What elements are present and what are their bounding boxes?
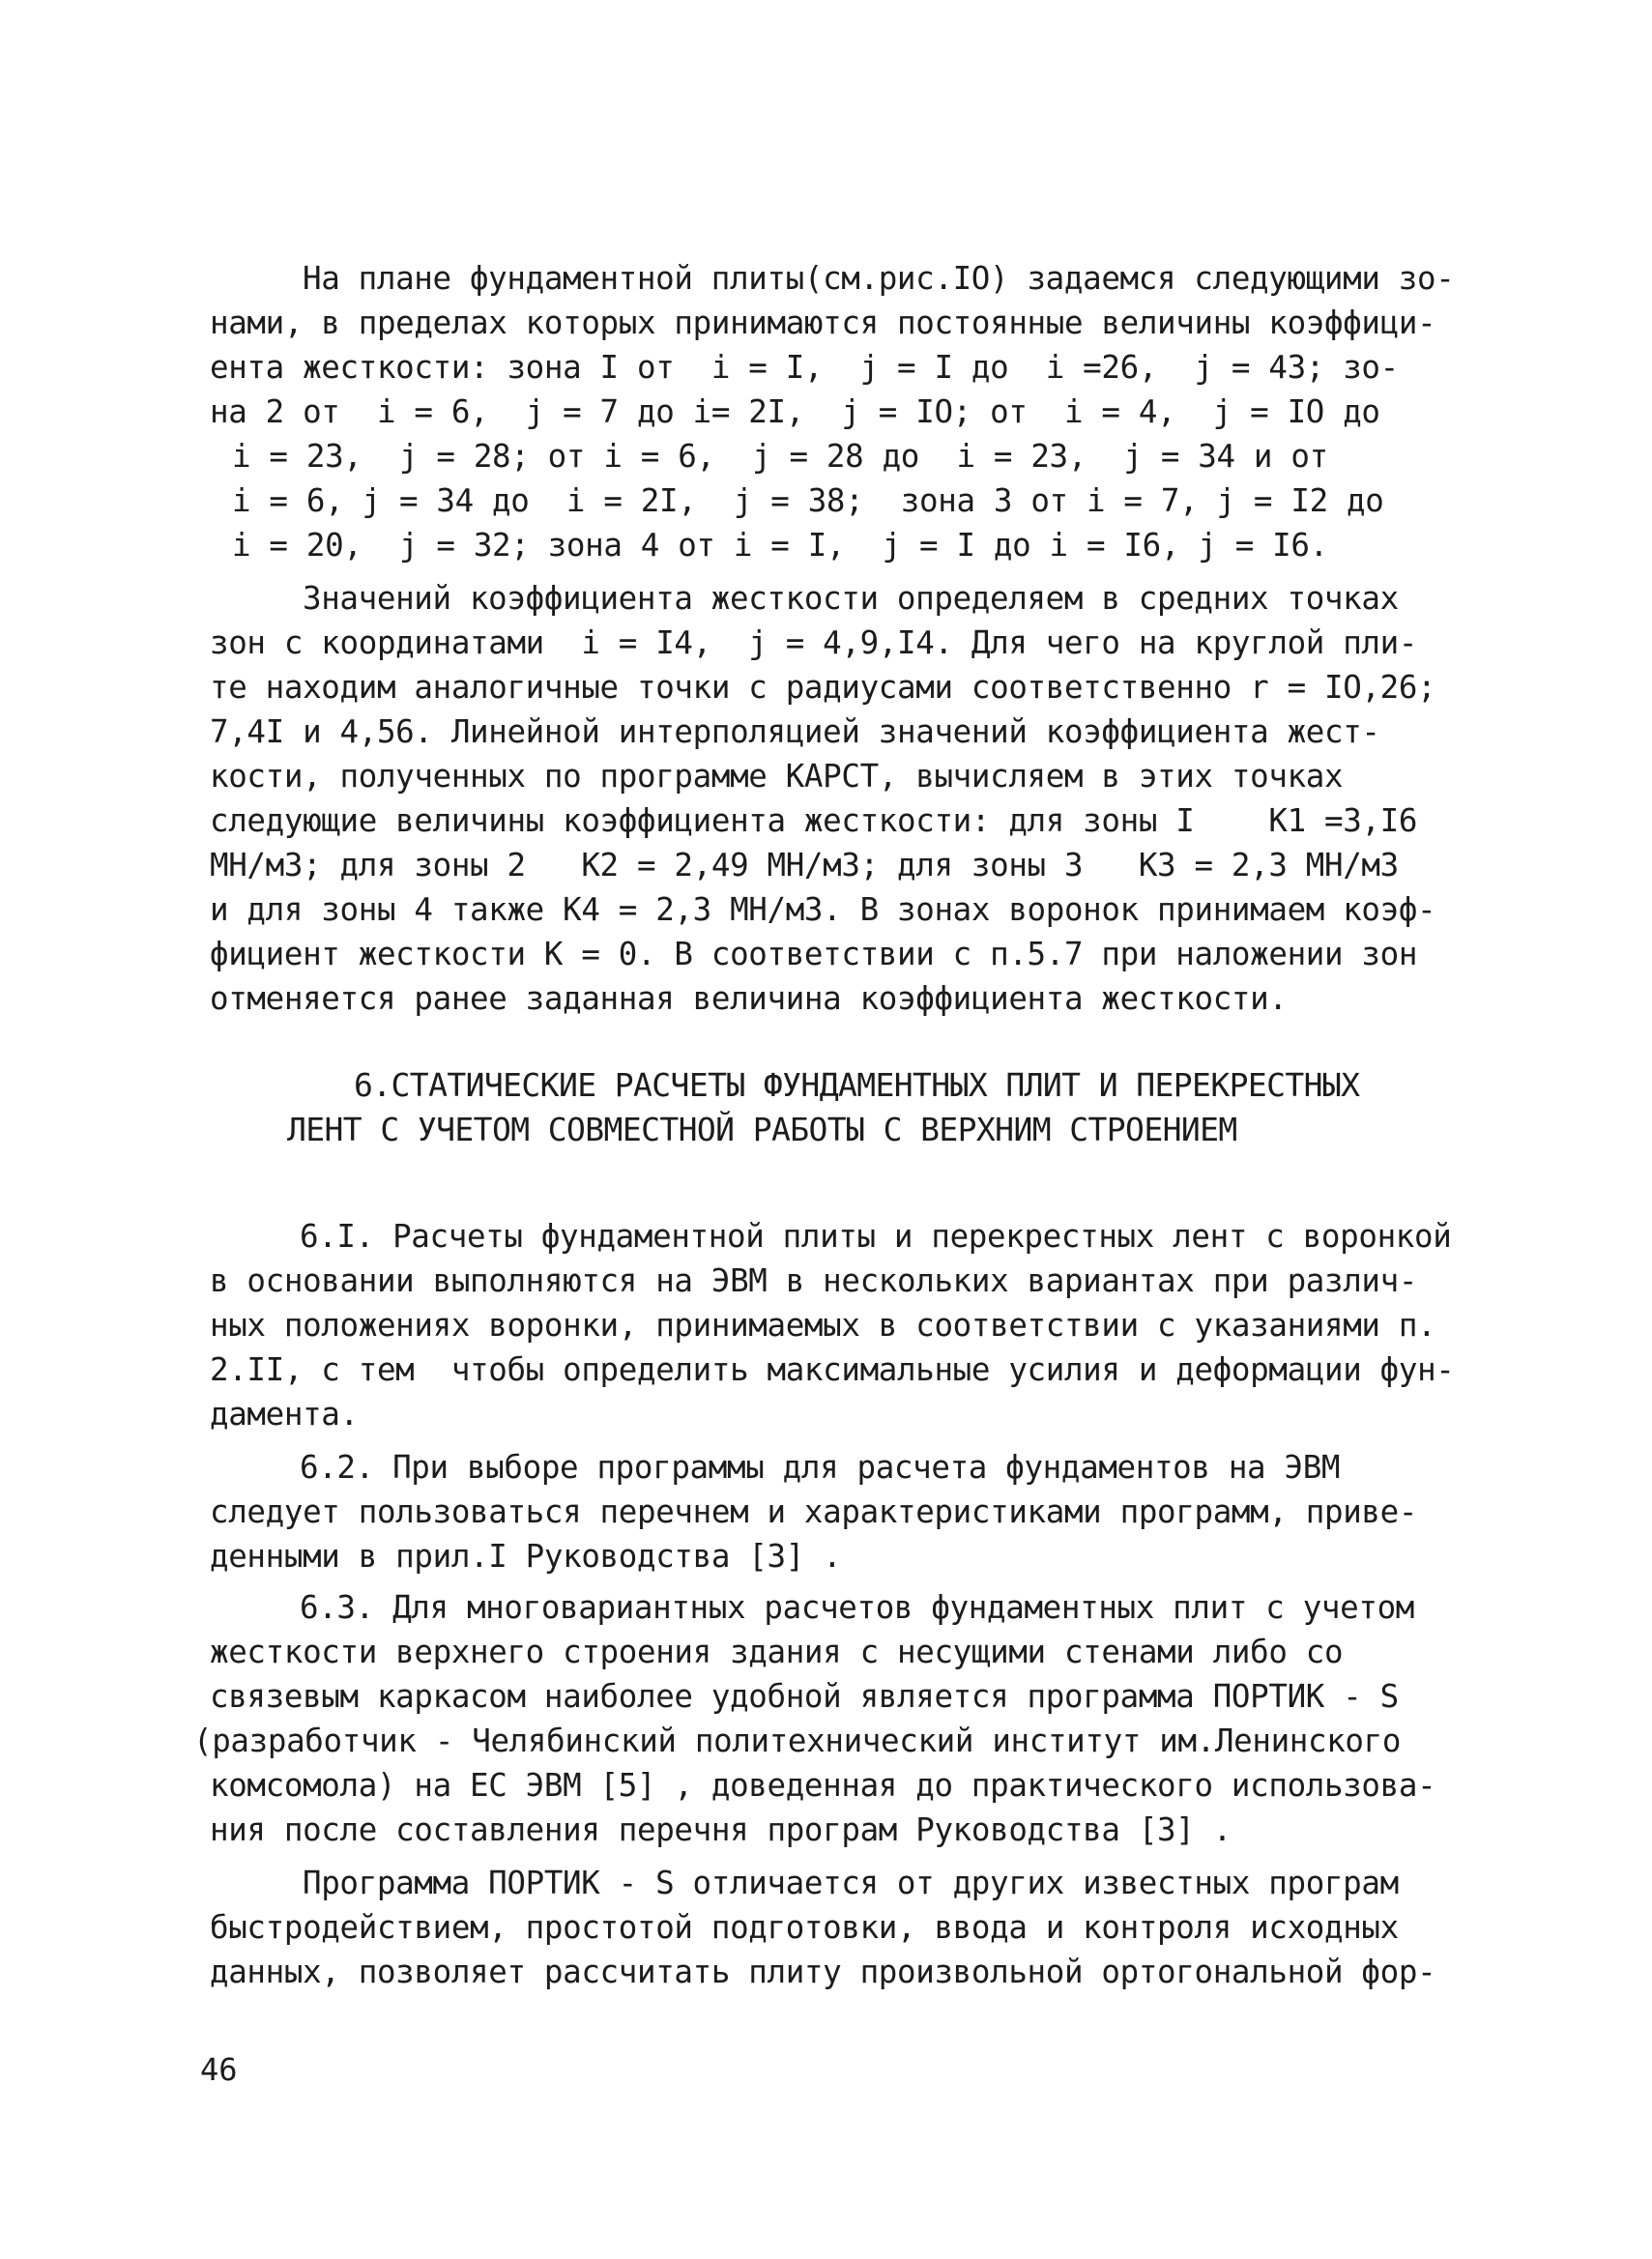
s62-line-1: 6.2. При выборе программы для расчета фундаментов на ЭВМ xyxy=(300,1449,1341,1486)
s62-line-3: денными в прил.I Руководства [3] . xyxy=(210,1538,842,1575)
p2-line-9: фициент жесткости K = 0. В соответствии с п.5.7 при наложении зон xyxy=(210,936,1418,972)
s63-line-3: связевым каркасом наиболее удобной является программа ПОРТИК - S xyxy=(210,1678,1399,1715)
s61-line-2: в основании выполняются на ЭВМ в нескольких вариантах при различ- xyxy=(210,1262,1418,1299)
plast-line-3: данных, позволяет рассчитать плиту произвольной ортогональной фор- xyxy=(210,1954,1436,1990)
section-heading-line-1: 6.СТАТИЧЕСКИЕ РАСЧЕТЫ ФУНДАМЕНТНЫХ ПЛИТ И ПЕРЕКРЕСТНЫХ xyxy=(354,1066,1360,1104)
p1-line-6: i = 6, j = 34 до i = 2I, j = 38; зона 3 от i = 7, j = I2 до xyxy=(232,482,1384,519)
section-heading-line-2: ЛЕНТ С УЧЕТОМ СОВМЕСТНОЙ РАБОТЫ С ВЕРХНИМ СТРОЕНИЕМ xyxy=(287,1111,1237,1148)
p1-line-7: i = 20, j = 32; зона 4 от i = I, j = I до i = I6, j = I6. xyxy=(232,527,1328,564)
plast-line-2: быстродействием, простотой подготовки, ввода и контроля исходных xyxy=(210,1909,1399,1946)
p1-line-5: i = 23, j = 28; от i = 6, j = 28 до i = 23, j = 34 и от xyxy=(232,438,1328,475)
p1-line-2: нами, в пределах которых принимаются постоянные величины коэффици- xyxy=(210,304,1436,341)
p2-line-8: и для зоны 4 также K4 = 2,3 МН/м3. В зонах воронок принимаем коэф- xyxy=(210,891,1436,928)
p1-line-4: на 2 от i = 6, j = 7 до i= 2I, j = IO; от i = 4, j = IO до xyxy=(210,393,1380,430)
s62-line-2: следует пользоваться перечнем и характеристиками программ, приве- xyxy=(210,1493,1418,1530)
p2-line-5: кости, полученных по программе КАРСТ, вычисляем в этих точках xyxy=(210,758,1344,795)
s63-line-2: жесткости верхнего строения здания с несущими стенами либо со xyxy=(210,1634,1344,1670)
s63-line-4: (разработчик - Челябинский политехнический институт им.Ленинского xyxy=(193,1723,1402,1759)
p2-line-4: 7,4I и 4,56. Линейной интерполяцией значений коэффициента жест- xyxy=(210,713,1380,750)
s63-line-5: комсомола) на ЕС ЭВМ [5] , доведенная до практического использова- xyxy=(210,1767,1436,1804)
s61-line-5: дамента. xyxy=(210,1396,359,1433)
p1-line-1: На плане фундаментной плиты(см.рис.IO) задаемся следующими зо- xyxy=(303,260,1455,297)
p2-line-1: Значений коэффициента жесткости определяем в средних точках xyxy=(303,580,1399,617)
page-number: 46 xyxy=(200,2051,238,2088)
p2-line-3: те находим аналогичные точки с радиусами соответственно r = IO,26; xyxy=(210,669,1436,706)
s61-line-4: 2.II, с тем чтобы определить максимальные усилия и деформации фун- xyxy=(210,1351,1455,1388)
p2-line-2: зон с координатами i = I4, j = 4,9,I4. Для чего на круглой пли- xyxy=(210,624,1418,661)
s63-line-1: 6.3. Для многовариантных расчетов фундаментных плит с учетом xyxy=(300,1589,1414,1626)
p2-line-10: отменяется ранее заданная величина коэффициента жесткости. xyxy=(210,980,1288,1017)
p2-line-6: следующие величины коэффициента жесткости: для зоны I K1 =3,I6 xyxy=(210,802,1418,839)
p1-line-3: ента жесткости: зона I от i = I, j = I до i =26, j = 43; зо- xyxy=(210,349,1399,386)
s63-line-6: ния после составления перечня програм Руководства [3] . xyxy=(210,1811,1232,1848)
s61-line-1: 6.I. Расчеты фундаментной плиты и перекрестных лент с воронкой xyxy=(300,1218,1452,1255)
s61-line-3: ных положениях воронки, принимаемых в соответствии с указаниями п. xyxy=(210,1307,1436,1344)
plast-line-1: Программа ПОРТИК - S отличается от других известных програм xyxy=(303,1865,1399,1901)
p2-line-7: МН/м3; для зоны 2 K2 = 2,49 МН/м3; для зоны 3 K3 = 2,3 МН/м3 xyxy=(210,847,1399,883)
